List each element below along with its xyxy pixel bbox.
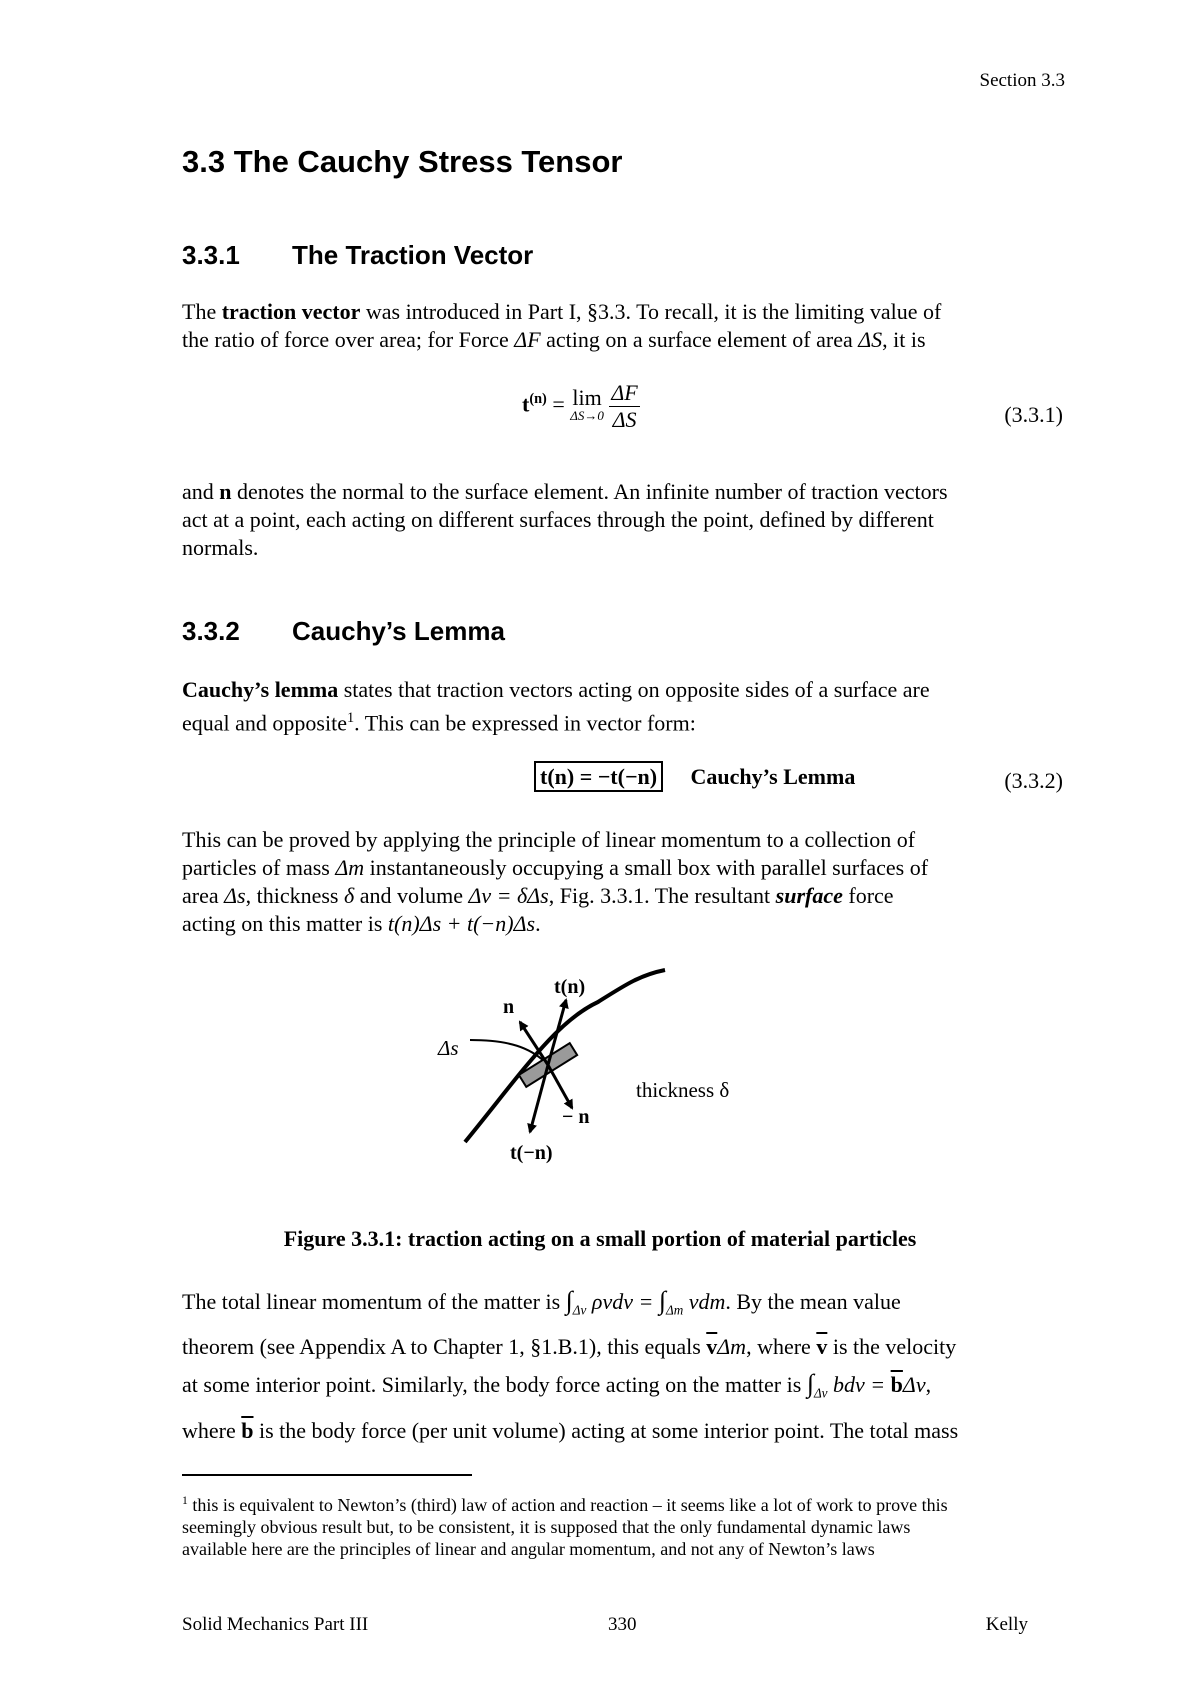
page-title: 3.3 The Cauchy Stress Tensor	[182, 144, 623, 179]
text-run: available here are the principles of linear and angular momentum, and not any of Newton’s laws	[182, 1539, 875, 1559]
figure-label-minus-n: − n	[562, 1106, 590, 1128]
section-number: 3.3.2	[182, 616, 240, 646]
emph-surface: surface	[775, 883, 843, 908]
figure-label-delta-s: Δs	[438, 1036, 459, 1060]
math-expr: bdv =	[833, 1372, 891, 1398]
math-vbar: $\overline{v}$	[706, 1334, 718, 1360]
term-traction-vector: traction vector	[221, 299, 361, 324]
text-run: acting on a surface element of area	[540, 327, 859, 352]
text-run: the ratio of force over area; for Force	[182, 327, 515, 352]
math-resultant: t(n)Δs + t(−n)Δs	[387, 911, 536, 936]
text-run: ,	[925, 1372, 932, 1398]
text-run: theorem (see Appendix A to Chapter 1, §1.B.1), this equals	[182, 1334, 707, 1360]
footnote-divider	[182, 1474, 472, 1476]
text-run: is the velocity	[827, 1334, 957, 1360]
integral-sign: ∫	[806, 1369, 814, 1399]
equation-number: (3.3.1)	[1004, 402, 1063, 427]
text-run: act at a point, each acting on different surfaces through the point, defined by different	[182, 507, 934, 532]
integral-sub: Δm	[665, 1302, 684, 1318]
running-header: Section 3.3	[979, 70, 1065, 91]
text-run: particles of mass	[182, 855, 336, 880]
text-run: this is equivalent to Newton’s (third) law of action and reaction – it seems like a lot of work to prove this	[187, 1495, 948, 1515]
eq-lim-sub: ΔS→0	[570, 407, 604, 423]
text-run: instantaneously occupying a small box with parallel surfaces of	[364, 855, 929, 880]
math-delta-m: Δm	[717, 1334, 747, 1360]
integral-sub: Δv	[813, 1385, 828, 1401]
eq-sup: (n)	[529, 391, 547, 408]
text-run: denotes the normal to the surface element. An infinite number of traction vectors	[231, 479, 948, 504]
text-run: and	[182, 479, 220, 504]
text-run: . By the mean value	[725, 1289, 901, 1314]
text-run: .	[535, 911, 541, 936]
text-run: This can be proved by applying the principle of linear momentum to a collection of	[182, 827, 916, 852]
text-run: and volume	[354, 883, 469, 908]
equation-number: (3.3.2)	[1004, 768, 1063, 793]
eq-denominator: ΔS	[612, 407, 637, 432]
math-vbar: $\overline{v}$	[816, 1334, 828, 1360]
figure-label-thickness: thickness δ	[636, 1078, 730, 1102]
math-expr: ρvdv =	[591, 1289, 659, 1314]
math-delta-s: ΔS	[858, 327, 883, 352]
text-run: seemingly obvious result but, to be consistent, it is supposed that the only fundamental dynamic laws	[182, 1517, 911, 1537]
footnote-1	[182, 1490, 1062, 1560]
math-bbar: $\overline{b}$	[241, 1417, 254, 1443]
text-run: , it is	[882, 327, 926, 352]
term-cauchy-lemma: Cauchy’s lemma	[182, 677, 339, 702]
figure-label-t-n: t(n)	[554, 976, 586, 998]
text-run: . This can be expressed in vector form:	[354, 710, 696, 736]
text-run: normals.	[182, 535, 259, 560]
section-number: 3.3.1	[182, 240, 240, 270]
text-run: equal and opposite	[182, 710, 347, 736]
text-run: , Fig. 3.3.1. The resultant	[548, 883, 776, 908]
math-delta: δ	[344, 883, 355, 908]
section-title: Cauchy’s Lemma	[292, 616, 505, 646]
integral-sign: ∫	[565, 1286, 573, 1315]
footer-left: Solid Mechanics Part III	[182, 1614, 369, 1635]
footer-right: Kelly	[985, 1614, 1028, 1635]
text-run: The	[182, 299, 222, 324]
figure-caption: Figure 3.3.1: traction acting on a small portion of material particles	[283, 1226, 917, 1251]
eq-lim: lim	[572, 384, 602, 410]
text-run: is the body force (per unit volume) acting at some interior point. The total mass	[253, 1417, 959, 1443]
boxed-equation: t(n) = −t(−n)	[534, 761, 663, 792]
eq-equals: =	[546, 391, 571, 417]
section-title: The Traction Vector	[292, 240, 534, 270]
text-run: , where	[746, 1334, 817, 1360]
text-run: , thickness	[245, 883, 344, 908]
text-run: states that traction vectors acting on opposite sides of a surface are	[338, 677, 930, 702]
text-run: force	[842, 883, 894, 908]
math-delta-v: Δv	[902, 1372, 926, 1398]
footnote-mark: 1	[182, 1494, 188, 1507]
text-run: acting on this matter is	[182, 911, 388, 936]
text-run: area	[182, 883, 225, 908]
equation-label: Cauchy’s Lemma	[690, 764, 856, 789]
figure-label-n: n	[503, 996, 515, 1018]
math-bbar: $\overline{b}$	[890, 1372, 903, 1398]
figure-label-t-minus-n: t(−n)	[510, 1142, 553, 1164]
footnote-ref[interactable]: 1	[346, 710, 355, 726]
math-n: n	[219, 479, 232, 504]
text-run: where	[182, 1417, 242, 1443]
paragraph-momentum	[182, 1282, 1062, 1449]
math-volume: Δv = δΔs	[468, 883, 549, 908]
text-run: at some interior point. Similarly, the body force acting on the matter is	[182, 1372, 807, 1398]
page-number: 330	[608, 1614, 637, 1635]
integral-sub: Δv	[572, 1302, 587, 1318]
text-run: The total linear momentum of the matter is	[182, 1289, 566, 1314]
integral-sign: ∫	[658, 1286, 666, 1315]
math-delta-f: ΔF	[514, 327, 541, 352]
eq-numerator: ΔF	[611, 380, 638, 405]
eq-lhs: t	[522, 391, 530, 417]
normal-arrow-negative	[548, 1065, 572, 1108]
math-delta-s: Δs	[224, 883, 246, 908]
text-run: was introduced in Part I, §3.3. To recall, it is the limiting value of	[360, 299, 942, 324]
math-expr: vdm	[688, 1289, 726, 1314]
math-delta-m: Δm	[335, 855, 365, 880]
